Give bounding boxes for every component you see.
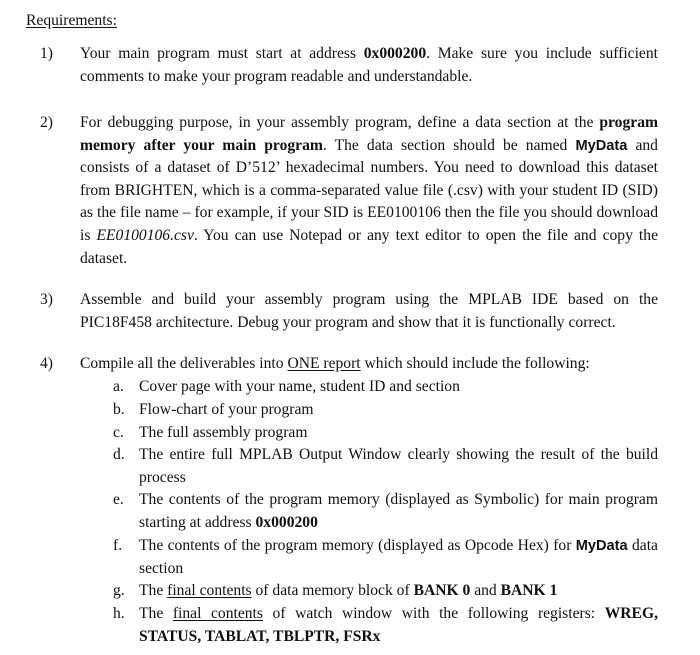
requirement-number: 2)	[40, 114, 53, 131]
requirement-text: Compile all the deliverables into ONE report which should include the following:	[80, 355, 590, 372]
list-text: The full assembly program	[139, 424, 308, 441]
list-text: Cover page with your name, student ID and section	[139, 378, 460, 395]
list-text: The entire full MPLAB Output Window clearly showing the result of the build process	[139, 446, 658, 486]
list-letter: e.	[113, 491, 124, 508]
list-letter: g.	[113, 582, 125, 599]
section-name: MyData	[575, 538, 628, 554]
list-text: Flow-chart of your program	[139, 401, 314, 418]
list-text: The contents of the program memory (displayed as Symbolic) for main program starting at address 0x000200	[139, 491, 658, 531]
requirements-heading: Requirements:	[26, 12, 117, 29]
emphasis-text: program memory after your main program	[80, 114, 658, 154]
list-text: The final contents of data memory block of BANK 0 and BANK 1	[139, 582, 558, 599]
list-letter: a.	[113, 378, 124, 395]
list-text: The contents of the program memory (displayed as Opcode Hex) for MyData data section	[139, 537, 658, 577]
bank-label: BANK 1	[500, 582, 558, 599]
bank-label: BANK 0	[413, 582, 471, 599]
list-letter: f.	[113, 537, 123, 554]
requirement-text: Your main program must start at address 0x000200. Make sure you include sufficient comments to make your program readable and understandable.	[80, 45, 658, 85]
requirement-number: 1)	[40, 45, 53, 62]
underlined-text: final contents	[172, 605, 263, 622]
start-address: 0x000200	[363, 45, 427, 62]
requirement-text: For debugging purpose, in your assembly program, define a data section at the program memory after your main program. The data section should be named MyData and consists of a dataset of D’512’ hexadecimal numbers. You need to download this dataset from BRIGHTEN, which is a comma-separated value file (.csv) with your student ID (SID) as the file name – for example, if your SID is EE0100106 then the file you should download is EE0100106.csv. You can use Notepad or any text editor to open the file and copy the dataset.	[80, 114, 658, 267]
list-letter: b.	[113, 401, 125, 418]
underlined-text: final contents	[167, 582, 252, 599]
register-list: WREG, STATUS, TABLAT, TBLPTR, FSRx	[139, 605, 658, 645]
requirement-text: Assemble and build your assembly program using the MPLAB IDE based on the PIC18F458 architecture. Debug your program and show that it is functionally correct.	[80, 291, 658, 331]
section-name: MyData	[575, 137, 628, 154]
requirement-number: 3)	[40, 291, 53, 308]
list-letter: c.	[113, 424, 124, 441]
file-name: EE0100106.csv	[96, 226, 194, 244]
requirement-number: 4)	[40, 355, 53, 372]
start-address: 0x000200	[255, 513, 318, 531]
list-letter: d.	[113, 446, 125, 463]
list-letter: h.	[113, 605, 125, 622]
list-text: The final contents of watch window with the following registers: WREG, STATUS, TABLAT, TBLPTR, FSRx	[139, 605, 658, 645]
underlined-text: ONE report	[287, 355, 361, 372]
